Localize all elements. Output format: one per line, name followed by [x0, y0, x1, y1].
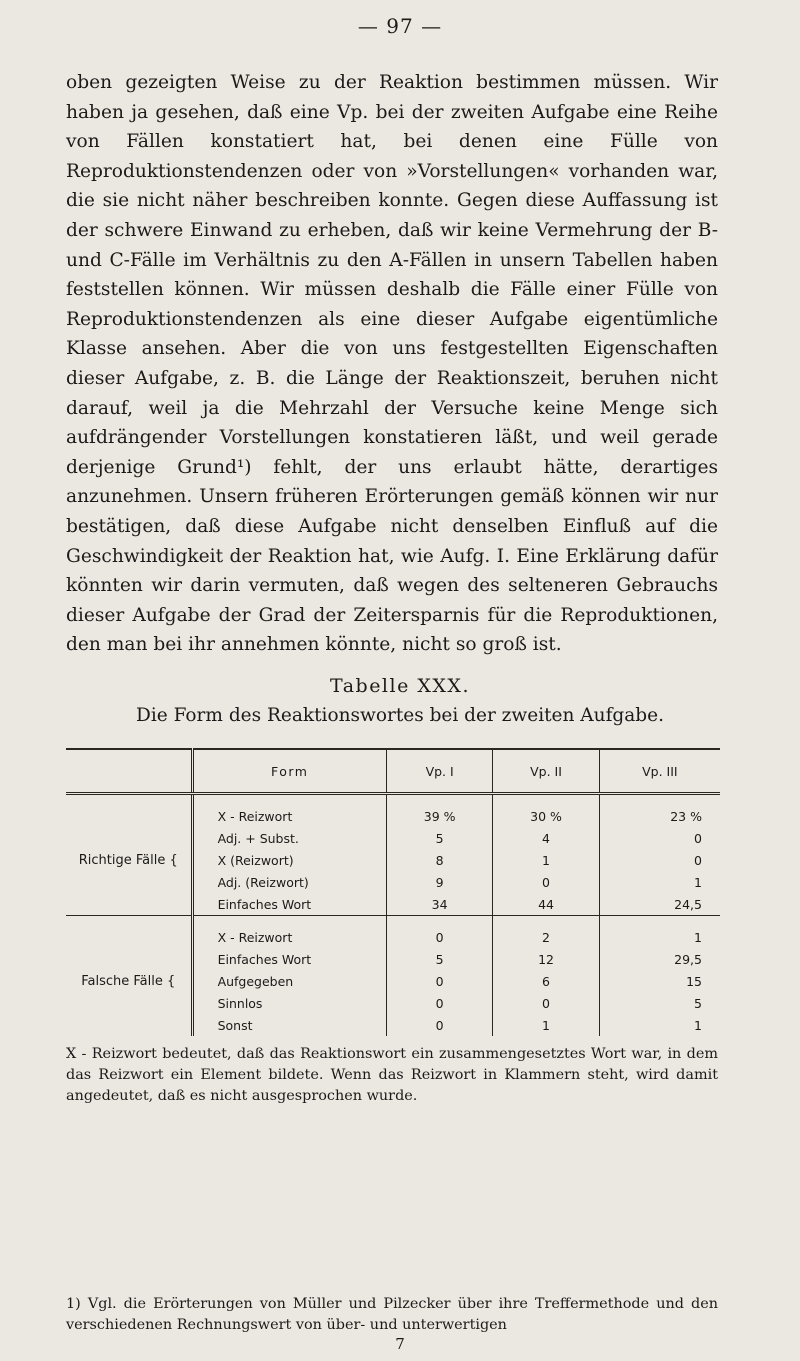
- vp1-cell: 0: [386, 992, 492, 1014]
- table-subtitle: Die Form des Reaktionswortes bei der zweiten Aufgabe.: [136, 705, 664, 726]
- table-header-row: [66, 749, 720, 794]
- vp3-cell: 0: [599, 849, 720, 871]
- page-number: — 97 —: [357, 14, 443, 38]
- form-cell: X (Reizwort): [192, 849, 386, 871]
- form-cell: Sonst: [192, 1014, 386, 1036]
- vp1-cell: 0: [386, 970, 492, 992]
- form-cell: Sinnlos: [192, 992, 386, 1014]
- form-cell: X - Reizwort: [192, 805, 386, 827]
- brace-icon: {: [169, 852, 178, 868]
- vp1-cell: 8: [386, 849, 492, 871]
- form-cell: Adj. + Subst.: [192, 827, 386, 849]
- form-cell: Adj. (Reizwort): [192, 871, 386, 893]
- vp1-cell: 34: [386, 893, 492, 916]
- vp3-cell: 1: [599, 871, 720, 893]
- vp3-cell: 24,5: [599, 893, 720, 916]
- group-label-falsche: Falsche Fälle {: [81, 973, 176, 989]
- vp2-cell: 1: [493, 849, 599, 871]
- vp2-cell: 44: [493, 893, 599, 916]
- vp2-cell: 4: [493, 827, 599, 849]
- form-cell: Aufgegeben: [192, 970, 386, 992]
- vp2-cell: 2: [493, 926, 599, 948]
- vp3-cell: 5: [599, 992, 720, 1014]
- vp1-cell: 0: [386, 926, 492, 948]
- header-group: [66, 749, 192, 794]
- brace-icon: {: [167, 973, 176, 989]
- form-cell: Einfaches Wort: [192, 893, 386, 916]
- table-row: [66, 926, 720, 948]
- group-label-richtige: Richtige Fälle {: [78, 852, 178, 868]
- vp1-cell: 5: [386, 827, 492, 849]
- vp3-cell: 1: [599, 1014, 720, 1036]
- vp3-cell: 1: [599, 926, 720, 948]
- vp2-cell: 30 %: [493, 805, 599, 827]
- footnote: 1) Vgl. die Erörterungen von Müller und Pilzecker über ihre Treffermethode und den verschiedenen Rechnungswert von über- und unterwertigen: [66, 1296, 718, 1333]
- vp3-cell: 15: [599, 970, 720, 992]
- vp2-cell: 0: [493, 992, 599, 1014]
- vp2-cell: 1: [493, 1014, 599, 1036]
- vp3-cell: 0: [599, 827, 720, 849]
- table-title: Tabelle XXX.: [330, 675, 470, 697]
- vp3-cell: 23 %: [599, 805, 720, 827]
- vp1-cell: 5: [386, 948, 492, 970]
- header-vp2: Vp. II: [493, 749, 599, 794]
- vp2-cell: 0: [493, 871, 599, 893]
- form-cell: Einfaches Wort: [192, 948, 386, 970]
- main-paragraph: [66, 68, 718, 660]
- reaction-form-table: [66, 748, 720, 1036]
- table-note: X - Reizwort bedeutet, daß das Reaktionswort ein zusammengesetztes Wort war, in dem das Reizwort ein Element bildete. Wenn das Reizwort in Klammern steht, wird damit angedeutet, daß es nicht ausgesprochen wurde.: [66, 1046, 718, 1104]
- table-row: [66, 805, 720, 827]
- header-vp3: Vp. III: [599, 749, 720, 794]
- vp1-cell: 9: [386, 871, 492, 893]
- header-vp1: Vp. I: [386, 749, 492, 794]
- header-form: Form: [192, 749, 386, 794]
- form-cell: X - Reizwort: [192, 926, 386, 948]
- vp1-cell: 0: [386, 1014, 492, 1036]
- vp1-cell: 39 %: [386, 805, 492, 827]
- paragraph-text: oben gezeigten Weise zu der Reaktion bestimmen müssen. Wir haben ja gesehen, daß eine Vp. bei der zweiten Aufgabe eine Reihe von Fällen konstatiert hat, bei denen eine Fülle von Reproduktionstendenzen oder von »Vorstellungen« vorhanden war, die sie nicht näher beschreiben konnte. Gegen diese Auffassung ist der schwere Einwand zu erheben, daß wir keine Vermehrung der B- und C-Fälle im Verhältnis zu den A-Fällen in unsern Tabellen haben feststellen können. Wir müssen deshalb die Fälle einer Fülle von Reproduktionstendenzen als eine dieser Aufgabe eigentümliche Klasse ansehen. Aber die von uns festgestellten Eigenschaften dieser Aufgabe, z. B. die Länge der Reaktionszeit, beruhen nicht darauf, weil ja die Mehrzahl der Versuche keine Menge sich aufdrängender Vorstellungen konstatieren läßt, und weil gerade derjenige Grund¹) fehlt, der uns erlaubt hätte, derartiges anzunehmen. Unsern früheren Erörterungen gemäß können wir nur bestätigen, daß diese Aufgabe nicht denselben Einfluß auf die Geschwindigkeit der Reaktion hat, wie Aufg. I. Eine Erklärung dafür könnten wir darin vermuten, daß wegen des selteneren Gebrauchs dieser Aufgabe der Grad der Zeitersparnis für die Reproduktionen, den man bei ihr annehmen könnte, nicht so groß ist.: [66, 72, 718, 656]
- vp3-cell: 29,5: [599, 948, 720, 970]
- signature-mark: 7: [395, 1335, 405, 1353]
- vp2-cell: 12: [493, 948, 599, 970]
- vp2-cell: 6: [493, 970, 599, 992]
